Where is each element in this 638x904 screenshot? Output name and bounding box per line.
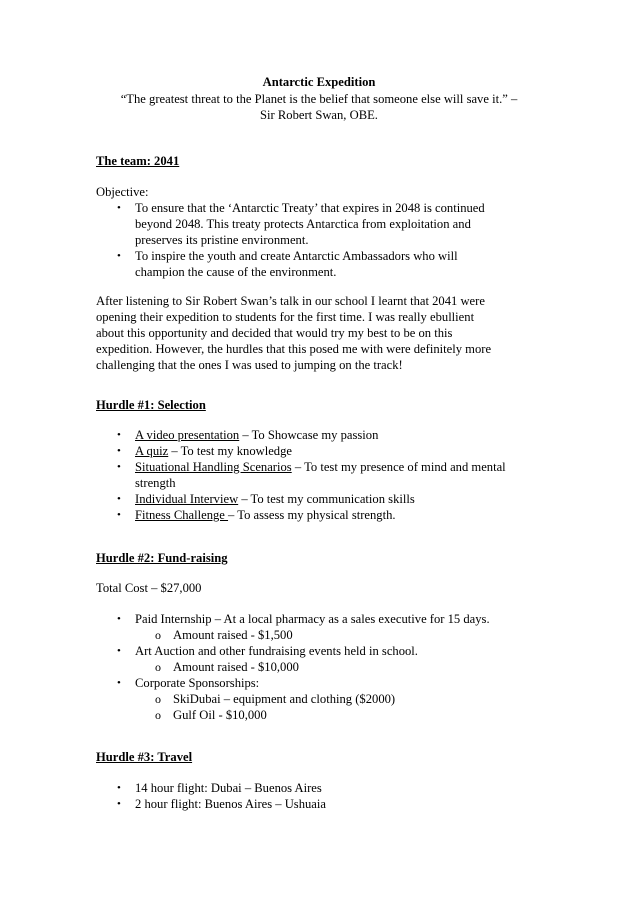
bullet-icon: • (117, 613, 121, 625)
fundraising-item-1-sub-1: Amount raised - $1,500 (173, 628, 293, 642)
selection-item-link: A quiz (135, 444, 169, 458)
bullet-icon: • (117, 202, 121, 214)
bullet-icon: • (117, 782, 121, 794)
sub-bullet-icon: o (155, 692, 161, 706)
sub-bullet-icon: o (155, 660, 161, 674)
selection-item-link: Fitness Challenge (135, 508, 229, 522)
bullet-icon: • (117, 445, 121, 457)
selection-item-4 (135, 491, 415, 507)
selection-item-desc: – To Showcase my passion (239, 428, 379, 442)
objective-2-line-1: To inspire the youth and create Antarctic Ambassadors who will (135, 249, 458, 263)
bullet-icon: • (117, 645, 121, 657)
selection-item-link: A video presentation (135, 428, 240, 442)
travel-item-1: 14 hour flight: Dubai – Buenos Aires (135, 781, 322, 795)
selection-item-5 (135, 507, 396, 523)
selection-item-1 (135, 427, 378, 443)
bullet-icon: • (117, 250, 121, 262)
fundraising-item-3-sub-2: Gulf Oil - $10,000 (173, 708, 267, 722)
bullet-icon: • (117, 493, 121, 505)
selection-item-link: Individual Interview (135, 492, 239, 506)
quote-attribution: Sir Robert Swan, OBE. (260, 108, 378, 122)
travel-item-2: 2 hour flight: Buenos Aires – Ushuaia (135, 797, 326, 811)
selection-item-desc: – To test my knowledge (168, 444, 292, 458)
fundraising-item-1: Paid Internship – At a local pharmacy as a sales executive for 15 days. (135, 612, 490, 626)
objective-2-line-2: champion the cause of the environment. (135, 265, 337, 279)
fundraising-item-2-sub-1: Amount raised - $10,000 (173, 660, 299, 674)
selection-item-desc: – To assess my physical strength. (228, 508, 396, 522)
team-heading: The team: 2041 (96, 154, 180, 168)
selection-item-link: Situational Handling Scenarios (135, 460, 292, 474)
selection-item-3 (135, 459, 506, 475)
document-title: Antarctic Expedition (262, 75, 376, 89)
bullet-icon: • (117, 677, 121, 689)
objective-1-line-1: To ensure that the ‘Antarctic Treaty’ that expires in 2048 is continued (135, 201, 485, 215)
bullet-icon: • (117, 798, 121, 810)
hurdle-1-heading: Hurdle #1: Selection (96, 398, 206, 412)
fundraising-item-2: Art Auction and other fundraising events held in school. (135, 644, 418, 658)
bullet-icon: • (117, 509, 121, 521)
bullet-icon: • (117, 461, 121, 473)
paragraph-line-3: about this opportunity and decided that would try my best to be on this (96, 326, 453, 340)
selection-item-desc: – To test my communication skills (238, 492, 415, 506)
paragraph-line-1: After listening to Sir Robert Swan’s talk in our school I learnt that 2041 were (96, 294, 485, 308)
fundraising-item-3: Corporate Sponsorships: (135, 676, 260, 690)
hurdle-3-heading: Hurdle #3: Travel (96, 750, 193, 764)
selection-item-desc: – To test my presence of mind and mental (291, 460, 506, 474)
paragraph-line-2: opening their expedition to students for the first time. I was really ebullient (96, 310, 475, 324)
sub-bullet-icon: o (155, 628, 161, 642)
total-cost: Total Cost – $27,000 (96, 581, 202, 595)
selection-item-3-cont: strength (135, 476, 176, 490)
paragraph-line-4: expedition. However, the hurdles that this posed me with were definitely more (96, 342, 492, 356)
objective-label: Objective: (96, 185, 149, 199)
selection-item-2 (135, 443, 292, 459)
quote-text: “The greatest threat to the Planet is the belief that someone else will save it.” – (120, 92, 518, 106)
hurdle-2-heading: Hurdle #2: Fund-raising (96, 551, 228, 565)
paragraph-line-5: challenging that the ones I was used to jumping on the track! (96, 358, 403, 372)
fundraising-item-3-sub-1: SkiDubai – equipment and clothing ($2000) (173, 692, 396, 706)
bullet-icon: • (117, 429, 121, 441)
sub-bullet-icon: o (155, 708, 161, 722)
objective-1-line-3: preserves its pristine environment. (135, 233, 309, 247)
objective-1-line-2: beyond 2048. This treaty protects Antarctica from exploitation and (135, 217, 471, 231)
